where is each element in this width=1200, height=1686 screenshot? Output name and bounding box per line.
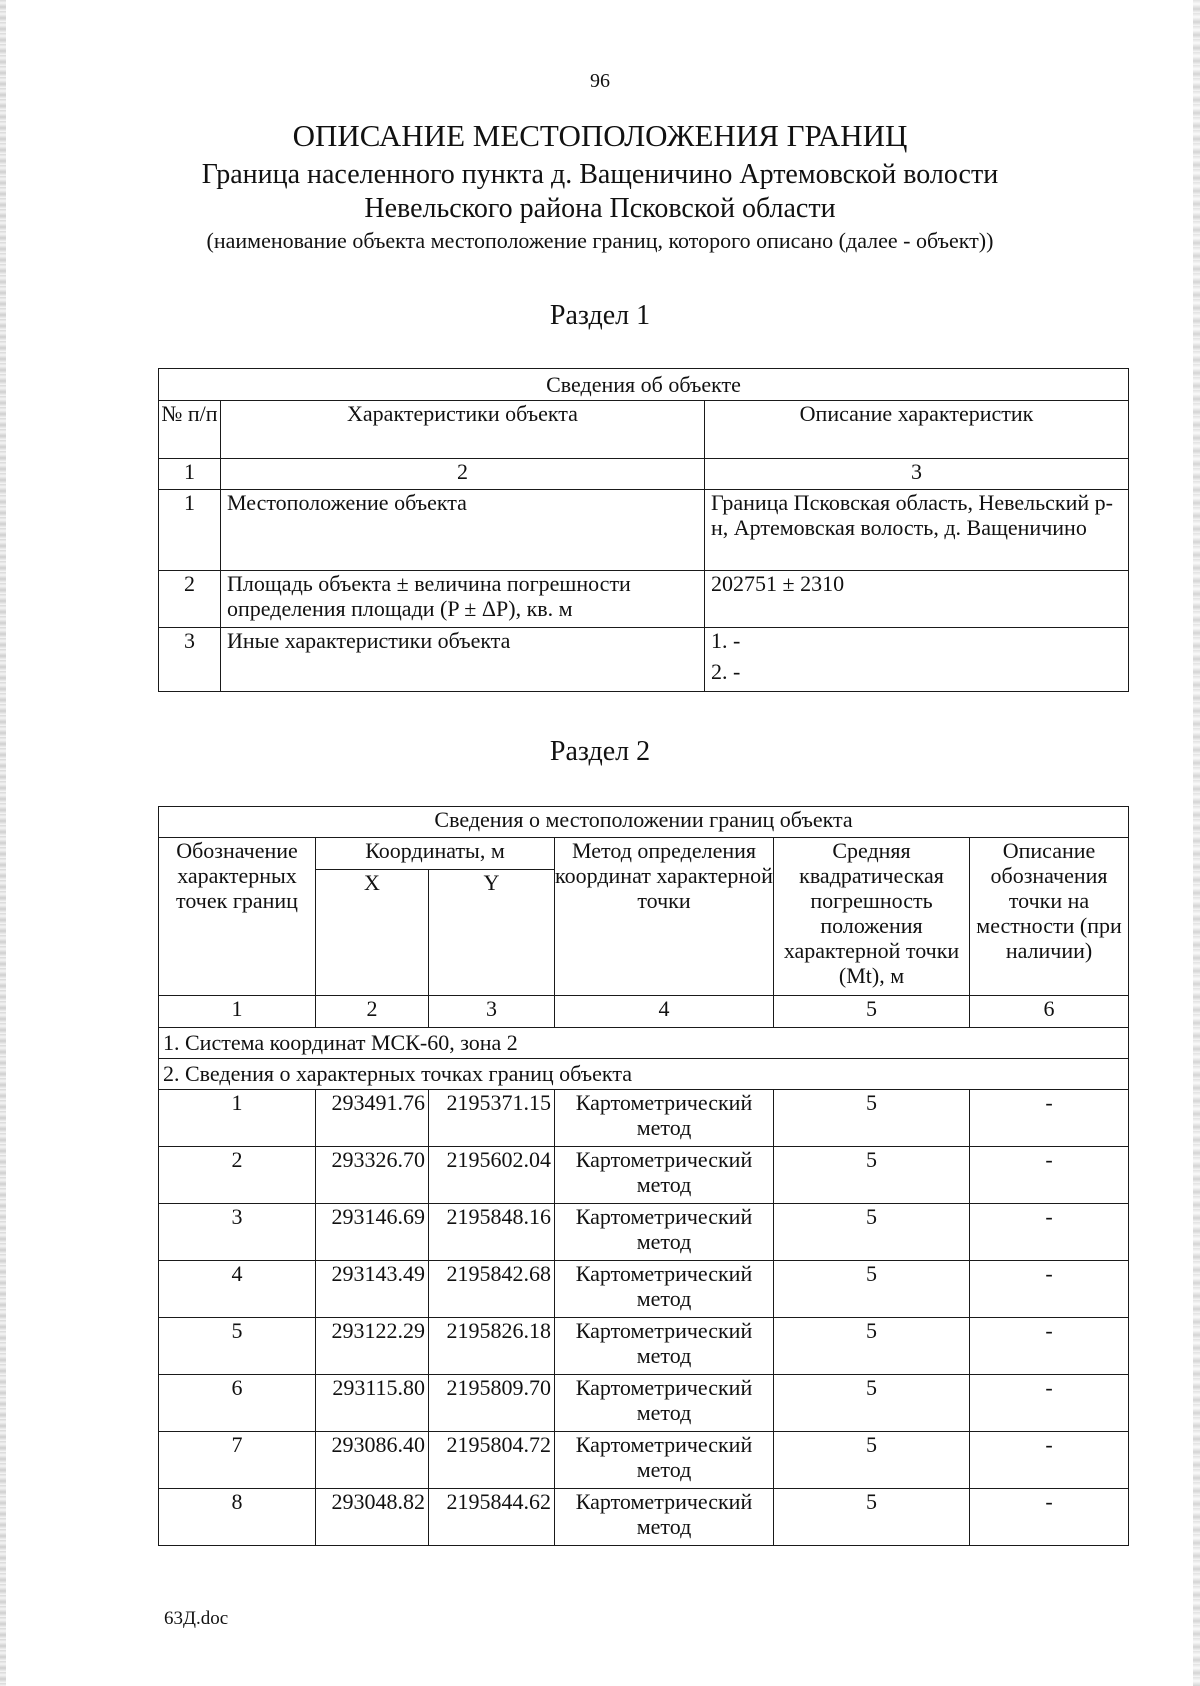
- point-y: 2195844.62: [429, 1489, 555, 1546]
- point-y: 2195602.04: [429, 1147, 555, 1204]
- row-description: [705, 628, 1129, 692]
- row-characteristic: Площадь объекта ± величина погрешности определения площади (P ± ΔP), кв. м: [221, 571, 705, 628]
- point-y: 2195842.68: [429, 1261, 555, 1318]
- col-number: 2: [221, 459, 705, 490]
- subtitle-line-1: Граница населенного пункта д. Ващеничино Артемовской волости: [201, 159, 999, 190]
- point-y: 2195371.15: [429, 1090, 555, 1147]
- table-row: [159, 1090, 1129, 1147]
- header-point: Обозначение характерных точек границ: [159, 838, 316, 996]
- point-method: Картометрический метод: [555, 1261, 774, 1318]
- row-description: Граница Псковская область, Невельский р-н, Артемовская волость, д. Ващеничино: [705, 490, 1129, 571]
- point-id: 4: [159, 1261, 316, 1318]
- row-characteristic: Иные характеристики объекта: [221, 628, 705, 692]
- table-row: [159, 628, 1129, 692]
- point-desc: -: [970, 1147, 1129, 1204]
- section-2-heading: Раздел 2: [549, 736, 651, 767]
- object-info-table-title: Сведения об объекте: [159, 369, 1129, 401]
- point-mt: 5: [774, 1375, 970, 1432]
- point-mt: 5: [774, 1147, 970, 1204]
- point-method: Картометрический метод: [555, 1375, 774, 1432]
- boundary-table-title: Сведения о местоположении границ объекта: [159, 807, 1129, 838]
- point-x: 293146.69: [316, 1204, 429, 1261]
- point-y: 2195804.72: [429, 1432, 555, 1489]
- page-number: 96: [590, 70, 610, 92]
- row-description: 202751 ± 2310: [705, 571, 1129, 628]
- object-info-table: [158, 368, 1129, 692]
- point-desc: -: [970, 1432, 1129, 1489]
- document-caption: (наименование объекта местоположение границ, которого описано (далее - объект)): [206, 228, 994, 253]
- point-x: 293086.40: [316, 1432, 429, 1489]
- col-number: 3: [429, 996, 555, 1028]
- point-y: 2195809.70: [429, 1375, 555, 1432]
- coordinate-system-row: 1. Система координат МСК-60, зона 2: [159, 1028, 1129, 1059]
- point-id: 8: [159, 1489, 316, 1546]
- description-line-2: 2. -: [711, 659, 741, 684]
- header-characteristic: Характеристики объекта: [221, 401, 705, 459]
- point-mt: 5: [774, 1204, 970, 1261]
- point-method: Картометрический метод: [555, 1090, 774, 1147]
- col-number: 6: [970, 996, 1129, 1028]
- table-row: [159, 1318, 1129, 1375]
- col-number: 1: [159, 996, 316, 1028]
- table-row: [159, 490, 1129, 571]
- point-mt: 5: [774, 1261, 970, 1318]
- point-id: 6: [159, 1375, 316, 1432]
- point-id: 1: [159, 1090, 316, 1147]
- point-x: 293115.80: [316, 1375, 429, 1432]
- table-row: [159, 1375, 1129, 1432]
- document-subtitle: [0, 158, 1200, 226]
- header-marker: Описание обозначения точки на местности (при наличии): [970, 838, 1129, 996]
- header-coords: Координаты, м: [316, 838, 555, 870]
- header-description: Описание характеристик: [705, 401, 1129, 459]
- point-id: 2: [159, 1147, 316, 1204]
- point-mt: 5: [774, 1090, 970, 1147]
- point-method: Картометрический метод: [555, 1147, 774, 1204]
- section-1-heading: Раздел 1: [549, 300, 651, 331]
- point-x: 293048.82: [316, 1489, 429, 1546]
- header-x: X: [316, 870, 429, 996]
- header-y: Y: [429, 870, 555, 996]
- row-characteristic: Местоположение объекта: [221, 490, 705, 571]
- description-line-1: 1. -: [711, 628, 741, 653]
- header-error: Средняя квадратическая погрешность положения характерной точки (Mt), м: [774, 838, 970, 996]
- col-number: 4: [555, 996, 774, 1028]
- point-method: Картометрический метод: [555, 1204, 774, 1261]
- point-x: 293491.76: [316, 1090, 429, 1147]
- row-num: 1: [159, 490, 221, 571]
- point-desc: -: [970, 1090, 1129, 1147]
- point-id: 3: [159, 1204, 316, 1261]
- point-mt: 5: [774, 1432, 970, 1489]
- point-desc: -: [970, 1318, 1129, 1375]
- point-desc: -: [970, 1375, 1129, 1432]
- footer-filename: 63Д.doc: [164, 1608, 229, 1629]
- document-title: ОПИСАНИЕ МЕСТОПОЛОЖЕНИЯ ГРАНИЦ: [292, 118, 908, 153]
- col-number: 1: [159, 459, 221, 490]
- table-row: [159, 571, 1129, 628]
- point-mt: 5: [774, 1489, 970, 1546]
- col-number: 2: [316, 996, 429, 1028]
- point-y: 2195826.18: [429, 1318, 555, 1375]
- table-row: [159, 1204, 1129, 1261]
- table-row: [159, 1489, 1129, 1546]
- point-method: Картометрический метод: [555, 1489, 774, 1546]
- points-title-row: 2. Сведения о характерных точках границ объекта: [159, 1059, 1129, 1090]
- point-desc: -: [970, 1489, 1129, 1546]
- header-method: Метод определения координат характерной точки: [555, 838, 774, 996]
- header-num: № п/п: [159, 401, 221, 459]
- table-row: [159, 1147, 1129, 1204]
- point-x: 293143.49: [316, 1261, 429, 1318]
- table-row: [159, 1432, 1129, 1489]
- row-num: 2: [159, 571, 221, 628]
- point-id: 5: [159, 1318, 316, 1375]
- point-x: 293122.29: [316, 1318, 429, 1375]
- subtitle-line-2: Невельского района Псковской области: [364, 193, 836, 224]
- point-id: 7: [159, 1432, 316, 1489]
- point-desc: -: [970, 1204, 1129, 1261]
- point-mt: 5: [774, 1318, 970, 1375]
- point-method: Картометрический метод: [555, 1318, 774, 1375]
- col-number: 5: [774, 996, 970, 1028]
- boundary-points-table: [158, 806, 1129, 1546]
- point-x: 293326.70: [316, 1147, 429, 1204]
- row-num: 3: [159, 628, 221, 692]
- point-y: 2195848.16: [429, 1204, 555, 1261]
- point-method: Картометрический метод: [555, 1432, 774, 1489]
- col-number: 3: [705, 459, 1129, 490]
- table-row: [159, 1261, 1129, 1318]
- point-desc: -: [970, 1261, 1129, 1318]
